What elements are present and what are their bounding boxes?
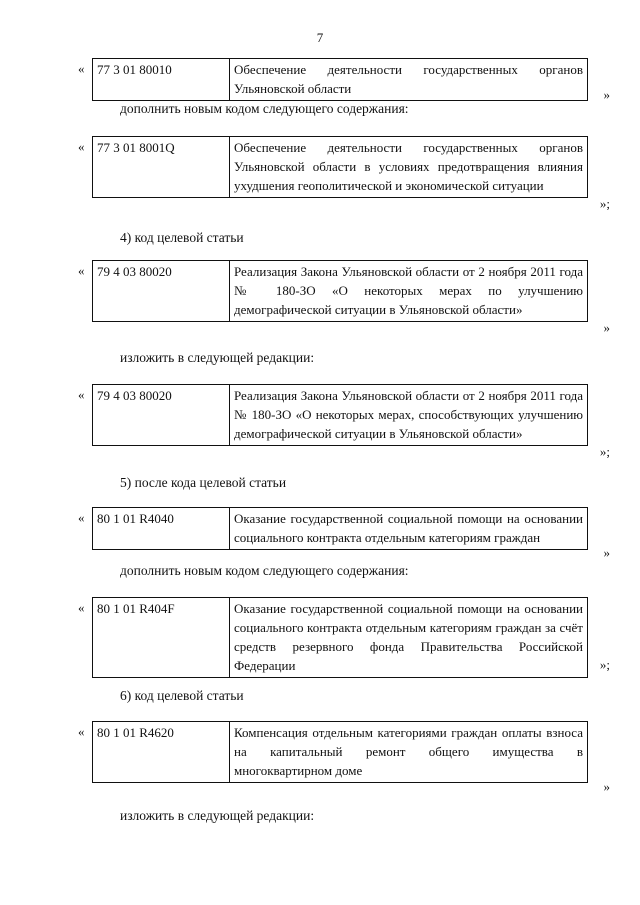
target-description: Компенсация отдельным категориями граждан оплаты взноса на капитальный ремонт общего имущества в многоквартирном доме [230, 722, 588, 783]
code-table [92, 597, 588, 678]
instruction-text: изложить в следующей редакции: [120, 808, 315, 823]
code-entry-7 [78, 721, 610, 793]
open-quote: « [78, 600, 85, 615]
code-table [92, 384, 588, 446]
item-heading: 5) после кода целевой статьи [120, 475, 287, 490]
code-table [92, 260, 588, 322]
target-code: 77 3 01 8001Q [93, 137, 230, 198]
target-description: Оказание государственной социальной помощи на основании социального контракта отдельным категориям граждан за счёт средств резервного фонда Правительства Российской Федерации [230, 598, 588, 678]
code-table [92, 136, 588, 198]
close-quote: » [603, 87, 610, 102]
close-quote: »; [599, 657, 610, 672]
target-code: 79 4 03 80020 [93, 385, 230, 446]
code-entry-6 [78, 597, 610, 671]
code-entry-1 [78, 58, 610, 101]
item-heading: 6) код целевой статьи [120, 688, 244, 703]
close-quote: » [603, 545, 610, 560]
target-code: 80 1 01 R4620 [93, 722, 230, 783]
code-entry-4 [78, 384, 610, 458]
code-table [92, 58, 588, 101]
code-entry-2 [78, 136, 610, 210]
instruction-text: дополнить новым кодом следующего содержания: [120, 101, 409, 116]
target-description: Реализация Закона Ульяновской области от 2 ноября 2011 года № 180-ЗО «О некоторых мерах по улучшению демографической ситуации в Ульяновской области» [230, 261, 588, 322]
target-description: Реализация Закона Ульяновской области от 2 ноября 2011 года № 180-ЗО «О некоторых мерах, способствующих улучшению демографической ситуации в Ульяновской области» [230, 385, 588, 446]
target-description: Обеспечение деятельности государственных органов Ульяновской области в условиях предотвращения влияния ухудшения геополитической и экономической ситуации [230, 137, 588, 198]
code-entry-3 [78, 260, 610, 334]
open-quote: « [78, 139, 85, 154]
open-quote: « [78, 387, 85, 402]
open-quote: « [78, 724, 85, 739]
target-code: 80 1 01 R404F [93, 598, 230, 678]
open-quote: « [78, 61, 85, 76]
target-description: Обеспечение деятельности государственных органов Ульяновской области [230, 59, 588, 101]
target-code: 79 4 03 80020 [93, 261, 230, 322]
open-quote: « [78, 263, 85, 278]
instruction-text: изложить в следующей редакции: [120, 350, 315, 365]
close-quote: » [603, 320, 610, 335]
close-quote: »; [599, 196, 610, 211]
instruction-text: дополнить новым кодом следующего содержания: [120, 563, 409, 578]
target-description: Оказание государственной социальной помощи на основании социального контракта отдельным категориям граждан [230, 508, 588, 550]
code-table [92, 721, 588, 783]
item-heading: 4) код целевой статьи [120, 230, 244, 245]
close-quote: » [603, 779, 610, 794]
code-table [92, 507, 588, 550]
open-quote: « [78, 510, 85, 525]
target-code: 77 3 01 80010 [93, 59, 230, 101]
target-code: 80 1 01 R4040 [93, 508, 230, 550]
close-quote: »; [599, 444, 610, 459]
page-number: 7 [316, 30, 324, 45]
code-entry-5 [78, 507, 610, 559]
